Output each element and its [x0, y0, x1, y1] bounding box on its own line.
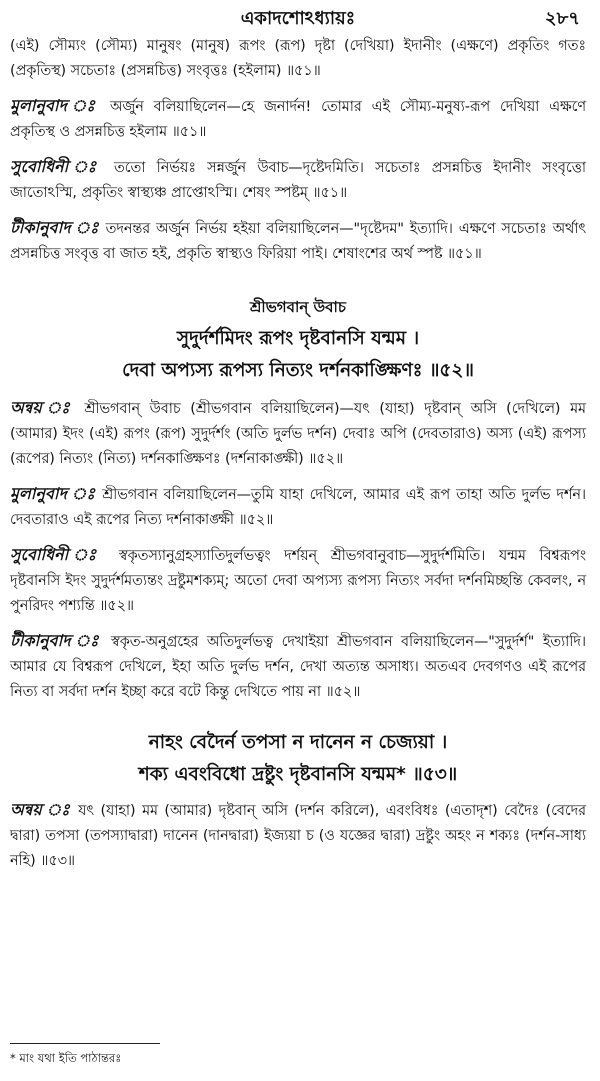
footnote-divider — [10, 1043, 160, 1044]
page-number: ২৮৭ — [544, 8, 580, 29]
mulanubad-label: মুলানুবাদ ঃ — [10, 484, 97, 503]
mulanubad-text: অর্জুন বলিয়াছিলেন—হে জনার্দন! তোমার এই সৌম্য-মনুষ্য-রূপ দেখিয়া এক্ষণে প্রকৃতিস্থ ও প্রসন্নচিত্ত হইলাম ॥৫১॥ — [10, 99, 586, 140]
mulanubad-52 — [10, 481, 586, 533]
mulanubad-51 — [10, 93, 586, 145]
tikanubad-51 — [10, 215, 586, 267]
tikanubad-text: তদনন্তর অর্জুন নির্ভয় হইয়া বলিয়াছিলেন—"দৃষ্টেদম" ইত্যাদি। এক্ষণে সচেতাঃ অর্থাৎ প্রসন্নচিত্ত সংবৃত্ত বা জাত হই, প্রকৃতি স্বাস্থ্যও ফিরিয়া পাই। শেষাংশের অর্থ স্পষ্ট ॥৫১॥ — [10, 221, 586, 262]
page-header — [10, 0, 586, 34]
anvaya-text: যৎ (যাহা) মম (আমার) দৃষ্টবান্ অসি (দর্শন করিলে), এবংবিধঃ (এতাদৃশ) বেদৈঃ (বেদের দ্বারা) তপসা (তপস্যাদ্বারা) দানেন (দানদ্বারা) ইজ্যয়া চ (ও যজ্ঞের দ্বারা) দ্রষ্টুং অহং ন শক্যঃ (দর্শন-সাধ্য নহি) ॥৫৩॥ — [10, 803, 586, 869]
mulanubad-text: শ্রীভগবান বলিয়াছিলেন—তুমি যাহা দেখিলে, আমার এই রূপ তাহা অতি দুর্লভ দর্শন। দেবতারাও এই রূপের নিত্য দর্শনাকাঙ্ক্ষী ॥৫২॥ — [10, 487, 587, 528]
verse-53-line-1: নাহং বেদৈর্ন তপসা ন দানেন ন চেজ্যয়া । — [148, 732, 448, 753]
verse-53-line-2: শক্য এবংবিধো দ্রষ্টুং দৃষ্টবানসি যন্মম* ॥৫৩॥ — [138, 764, 458, 785]
verse-52 — [10, 323, 586, 387]
verse-53 — [10, 727, 586, 791]
anvaya-label: অন্বয় ঃ — [10, 800, 72, 819]
mulanubad-label: মুলানুবাদ ঃ — [10, 96, 101, 115]
tikanubad-label: টীকানুবাদ ঃ — [10, 218, 100, 237]
subodhini-text: স্বকৃতস্যানুগ্রহস্যাতিদুর্লভত্বং দর্শয়ন্ শ্রীভগবানুবাচ—সুদুর্দর্শমিতি। যন্মম বিশ্বরূপং দৃষ্টবানসি ইদং সুদুর্দর্শমত্যন্তং দ্রষ্টুমশক্যম্; অতো দেবা অপ্যস্য রূপস্য নিত্যং সর্বদা দর্শনমিচ্ছন্তি কেবলং, ন পুনরিদং পশ্যন্তি ॥৫২॥ — [10, 548, 586, 614]
subodhini-text: ততো নির্ভয়ঃ সন্নর্জুন উবাচ—দৃষ্টেদমিতি। সচেতাঃ প্রসন্নচিত্ত ইদানীং সংবৃত্তো জাতোঽস্মি, প্রকৃতিং স্বাস্থ্যঞ্চ প্রাপ্তোঽস্মি। শেষং স্পষ্টম্ ॥৫১॥ — [10, 160, 586, 201]
speaker-heading: শ্রীভগবান্ উবাচ — [250, 298, 346, 316]
subodhini-label: সুবোধিনী ঃ — [10, 545, 106, 564]
subodhini-label: সুবোধিনী ঃ — [10, 157, 103, 176]
anvaya-52 — [10, 395, 586, 472]
subodhini-52 — [10, 542, 586, 619]
anvaya-53 — [10, 797, 586, 874]
tikanubad-52 — [10, 628, 586, 705]
tikanubad-text: স্বকৃত-অনুগ্রহের অতিদুর্লভত্ব দেখাইয়া শ্রীভগবান বলিয়াছিলেন—"সুদুর্দর্শ" ইত্যাদি। আমার যে বিশ্বরূপ দেখিলে, ইহা অতি দুর্লভ দর্শন, দেখা অত্যন্ত অসাধ্য। অতএব দেবগণও এই রূপের নিত্য বা সর্বদা দর্শন ইচ্ছা করে বটে কিন্তু দেখিতে পায় না ॥৫২॥ — [10, 634, 586, 700]
tikanubad-label: টীকানুবাদ ঃ — [10, 631, 103, 650]
anvaya-51-continued: (এই) সৌম্যং (সৌম্য) মানুষং (মানুষ) রূপং (রূপ) দৃষ্টা (দেখিয়া) ইদানীং (এক্ষণে) প্রকৃতিং গতঃ (প্রকৃতিস্থ) সচেতাঃ (প্রসন্নচিত্ত) সংবৃত্তঃ (হইলাম) ॥৫১॥ — [10, 38, 586, 79]
subodhini-51 — [10, 154, 586, 206]
anvaya-text: শ্রীভগবান্ উবাচ (শ্রীভগবান বলিয়াছিলেন)—যৎ (যাহা) দৃষ্টবান্ অসি (দেখিলে) মম (আমার) ইদং (এই) রূপং (রূপ) সুদুর্দর্শং (অতি দুর্লভ দর্শন) দেবাঃ অপি (দেবতারাও) অস্য (এই) রূপস্য (রূপের) নিত্যং (নিত্য) দর্শনকাঙ্ক্ষিণঃ (দর্শনাকাঙ্ক্ষী) ॥৫২॥ — [10, 401, 586, 467]
verse-52-line-1: সুদুর্দর্শমিদং রূপং দৃষ্টবানসি যন্মম । — [176, 328, 420, 349]
chapter-title: একাদশোঽধ্যায়ঃ — [240, 8, 356, 29]
anvaya-label: অন্বয় ঃ — [10, 398, 75, 417]
verse-52-line-2: দেবা অপ্যস্য রূপস্য নিত্যং দর্শনকাঙ্ক্ষিণঃ ॥৫২॥ — [122, 360, 474, 381]
footnote: * মাং যথা ইতি পাঠান্তরঃ — [10, 1051, 122, 1065]
